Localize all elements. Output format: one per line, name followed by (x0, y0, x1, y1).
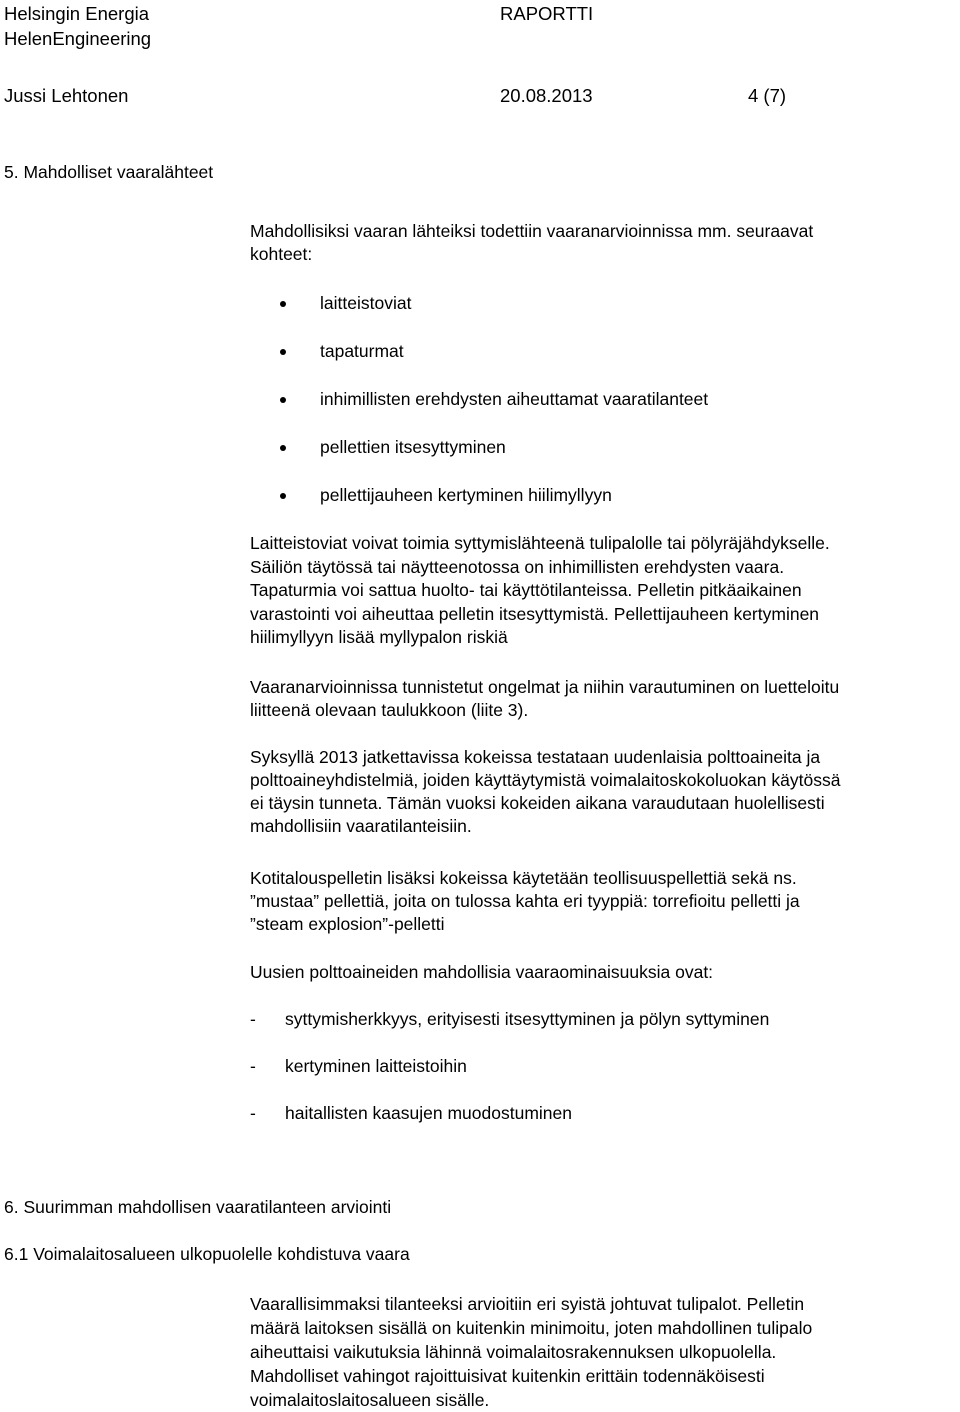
header-unit: HelenEngineering (4, 28, 152, 49)
paragraph-autumn-tests (250, 746, 956, 838)
paragraph-pellet-types (250, 867, 956, 936)
dash-marker: - (250, 1103, 256, 1123)
header-doc-type: RAPORTTI (500, 3, 594, 24)
paragraph-line: Vaaranarvioinnissa tunnistetut ongelmat ja niihin varautuminen on luetteloitu (250, 677, 840, 697)
header-page-number: 4 (7) (748, 85, 787, 106)
paragraph-line: hiilimyllyyn lisää myllypalon riskiä (250, 627, 508, 647)
paragraph-line: voimalaitoslaitosalueen sisälle. (250, 1390, 490, 1410)
list-item (250, 388, 950, 412)
section-6-1-heading: 6.1 Voimalaitosalueen ulkopuolelle kohdistuva vaara (4, 1244, 410, 1264)
dash-marker: - (250, 1056, 256, 1076)
list-item-text: syttymisherkkyys, erityisesti itsesyttyminen ja pölyn syttyminen (285, 1009, 770, 1029)
paragraph-line: varastointi voi aiheuttaa pelletin itsesyttymistä. Pellettijauheen kertyminen (250, 603, 820, 624)
list-item (250, 292, 950, 316)
list-item-text: laitteistoviat (320, 293, 412, 313)
header-company: Helsingin Energia (4, 3, 150, 24)
paragraph-line: ”mustaa” pellettiä, joita on tulossa kahta eri tyyppiä: torrefioitu pelletti ja (250, 891, 800, 911)
paragraph-line: mahdollisiin vaaratilanteisiin. (250, 816, 472, 836)
list-item (250, 436, 950, 460)
paragraph-line: Syksyllä 2013 jatkettavissa kokeissa testataan uudenlaisia polttoaineita ja (250, 747, 821, 767)
intro-line: kohteet: (250, 244, 313, 264)
section-6-heading: 6. Suurimman mahdollisen vaaratilanteen arviointi (4, 1197, 392, 1217)
list-item (250, 1055, 950, 1078)
paragraph-line: Kotitalouspelletin lisäksi kokeissa käytetään teollisuuspellettiä sekä ns. (250, 868, 797, 888)
paragraph-line: Laitteistoviat voivat toimia syttymislähteenä tulipalolle tai pölyräjähdykselle. (250, 533, 830, 553)
paragraph-risk-assessment (250, 676, 956, 722)
hazard-bullet-list (250, 292, 950, 532)
list-item-text: tapaturmat (320, 341, 404, 361)
list-item (250, 340, 950, 364)
intro-line: Mahdollisiksi vaaran lähteiksi todettiin vaaranarvioinnissa mm. seuraavat (250, 221, 814, 241)
paragraph-line: Säiliön täytössä tai näytteenotossa on inhimillisten erehdysten vaara. (250, 556, 785, 577)
fuel-hazard-dash-list (250, 1008, 950, 1149)
list-item (250, 1102, 950, 1125)
paragraph-equipment-failures (250, 532, 956, 650)
list-item-text: haitallisten kaasujen muodostuminen (285, 1103, 572, 1123)
section-5-heading: 5. Mahdolliset vaaralähteet (4, 162, 214, 182)
paragraph-worst-case (250, 1292, 956, 1412)
dash-marker: - (250, 1009, 256, 1029)
list-item-text: kertyminen laitteistoihin (285, 1056, 467, 1076)
list-item (250, 1008, 950, 1031)
paragraph-line: Uusien polttoaineiden mahdollisia vaaraominaisuuksia ovat: (250, 962, 714, 982)
paragraph-line: Vaarallisimmaksi tilanteeksi arvioitiin eri syistä johtuvat tulipalot. Pelletin (250, 1294, 805, 1314)
paragraph-line: määrä laitoksen sisällä on kuitenkin minimoitu, joten mahdollinen tulipalo (250, 1318, 813, 1338)
list-item-text: pellettijauheen kertyminen hiilimyllyyn (320, 485, 612, 505)
paragraph-line: ei täysin tunneta. Tämän vuoksi kokeiden aikana varaudutaan huolellisesti (250, 793, 825, 813)
paragraph-line: aiheuttaisi vaikutuksia lähinnä voimalaitosrakennuksen ulkopuolella. (250, 1342, 777, 1362)
bullet-icon (280, 349, 286, 355)
bullet-icon (280, 301, 286, 307)
paragraph-line: ”steam explosion”-pelletti (250, 914, 445, 934)
paragraph-line: Tapaturmia voi sattua huolto- tai käyttötilanteissa. Pelletin pitkäaikainen (250, 580, 802, 600)
header-author: Jussi Lehtonen (4, 85, 129, 106)
paragraph-new-fuel-hazards (250, 961, 956, 984)
paragraph-line: liitteenä olevaan taulukkoon (liite 3). (250, 700, 529, 720)
bullet-icon (280, 397, 286, 403)
paragraph-line: polttoaineyhdistelmiä, joiden käyttäytymistä voimalaitoskokoluokan käytössä (250, 770, 841, 790)
header-date: 20.08.2013 (500, 85, 593, 106)
paragraph-line: Mahdolliset vahingot rajoittuisivat kuitenkin erittäin todennäköisesti (250, 1366, 765, 1386)
list-item-text: inhimillisten erehdysten aiheuttamat vaaratilanteet (320, 389, 709, 409)
list-item-text: pellettien itsesyttyminen (320, 437, 506, 457)
list-item (250, 484, 950, 508)
bullet-icon (280, 493, 286, 499)
bullet-icon (280, 445, 286, 451)
section-5-intro (250, 220, 956, 266)
